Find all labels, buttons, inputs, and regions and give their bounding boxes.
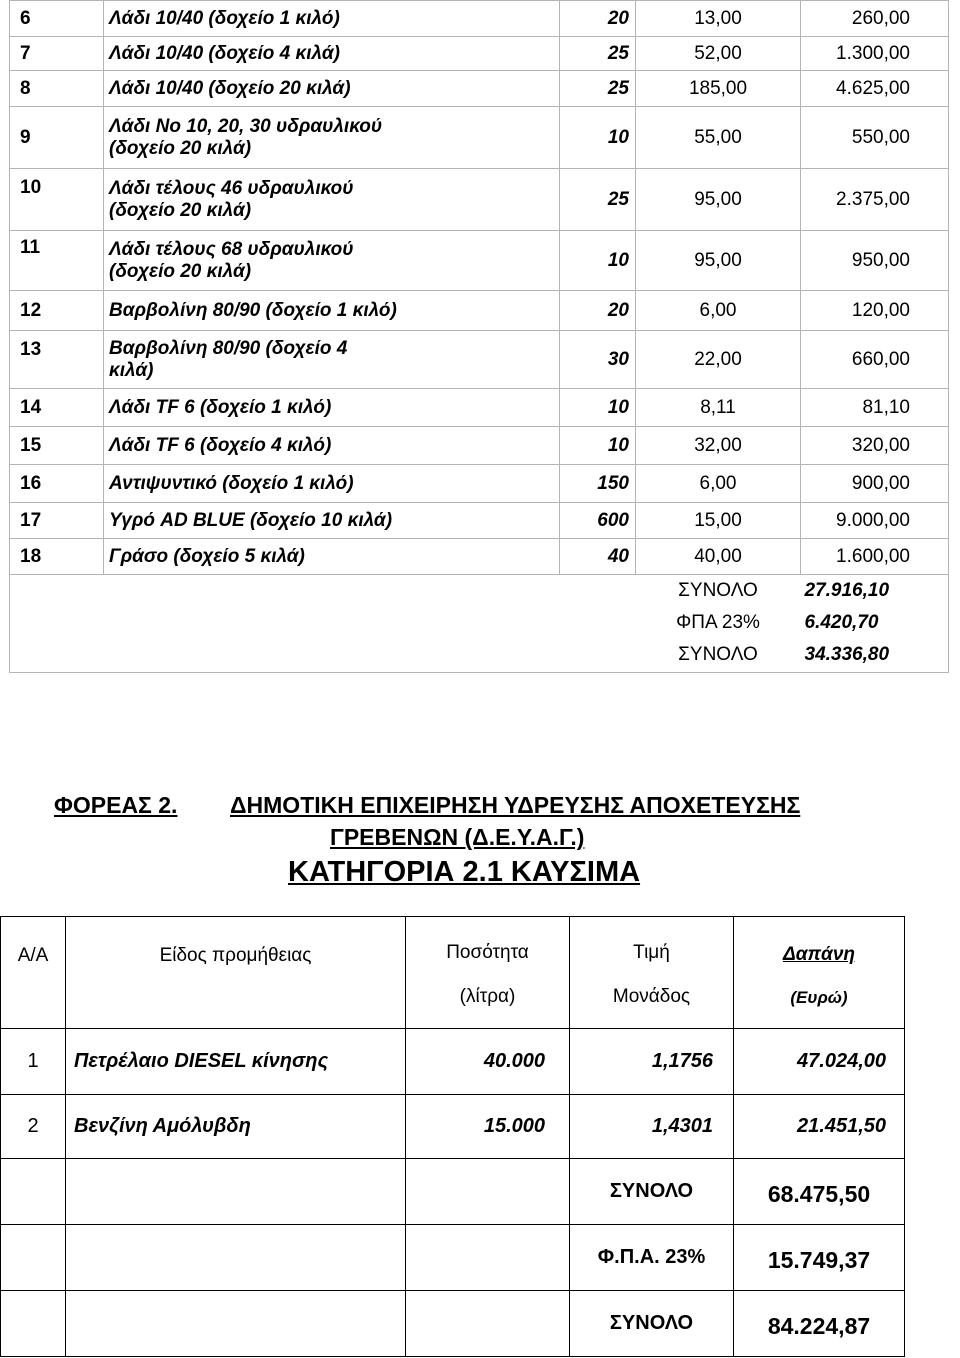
- row-number: 7: [10, 37, 104, 71]
- table-row: [10, 291, 949, 331]
- unit-price: 15,00: [636, 503, 801, 539]
- item-quantity: 25: [560, 37, 636, 71]
- item-name: Αντιψυντικό (δοχείο 1 κιλό): [104, 465, 560, 503]
- item-name-line1: Λάδι τέλους 46 υδραυλικού: [109, 177, 354, 199]
- totals-row: [10, 639, 949, 673]
- item-amount: 550,00: [801, 107, 949, 169]
- header-cost-line2: (Ευρώ): [790, 987, 848, 1007]
- item-amount: 21.451,50: [734, 1095, 905, 1159]
- item-quantity: 10: [560, 107, 636, 169]
- table-row: [10, 465, 949, 503]
- row-number: 12: [10, 291, 104, 331]
- item-name-line2: (δοχείο 20 κιλά): [109, 199, 252, 221]
- table-row: [10, 427, 949, 465]
- table-row: [10, 71, 949, 107]
- item-amount: 1.600,00: [801, 539, 949, 575]
- table-row: [10, 331, 949, 389]
- table-row: [10, 1, 949, 37]
- header-item: [66, 917, 406, 1029]
- unit-price: 40,00: [636, 539, 801, 575]
- table-row: [10, 231, 949, 291]
- row-number: 18: [10, 539, 104, 575]
- unit-price: 8,11: [636, 389, 801, 427]
- item-amount: 260,00: [801, 1, 949, 37]
- header-item-text: Είδος προμήθειας: [159, 944, 312, 966]
- agency-label: ΦΟΡΕΑΣ 2.: [54, 792, 178, 818]
- header-quantity-line2: (λίτρα): [459, 985, 516, 1007]
- item-amount: 2.375,00: [801, 169, 949, 231]
- grand-total-label: ΣΥΝΟΛΟ: [570, 1291, 734, 1357]
- vat-label: ΦΠΑ 23%: [676, 611, 760, 633]
- row-number: 6: [10, 1, 104, 37]
- subtotal-label: ΣΥΝΟΛΟ: [570, 1159, 734, 1225]
- header-unit-price-line1: Τιμή: [633, 941, 670, 963]
- header-unit-price: [570, 917, 734, 1029]
- totals-row: [10, 607, 949, 639]
- unit-price: 6,00: [636, 291, 801, 331]
- grand-total-value: 34.336,80: [801, 639, 949, 673]
- subtotal-value: 68.475,50: [734, 1159, 905, 1225]
- item-name: Λάδι 10/40 (δοχείο 20 κιλά): [104, 71, 560, 107]
- agency-name-line1: ΔΗΜΟΤΙΚΗ ΕΠΙΧΕΙΡΗΣΗ ΥΔΡΕΥΣΗΣ ΑΠΟΧΕΤΕΥΣΗΣ: [230, 792, 801, 818]
- item-quantity: 15.000: [406, 1095, 570, 1159]
- item-name: [104, 107, 560, 169]
- item-amount: 900,00: [801, 465, 949, 503]
- row-number: 17: [10, 503, 104, 539]
- item-name: Λάδι 10/40 (δοχείο 4 κιλά): [104, 37, 560, 71]
- item-name: Πετρέλαιο DIESEL κίνησης: [66, 1029, 406, 1095]
- totals-row: [10, 575, 949, 607]
- item-quantity: 20: [560, 1, 636, 37]
- unit-price: 95,00: [636, 231, 801, 291]
- item-quantity: 25: [560, 71, 636, 107]
- item-quantity: 40: [560, 539, 636, 575]
- row-number: 14: [10, 389, 104, 427]
- vat-value: 6.420,70: [801, 607, 949, 639]
- unit-price: 32,00: [636, 427, 801, 465]
- item-amount: 9.000,00: [801, 503, 949, 539]
- table-row: [10, 169, 949, 231]
- totals-row: [1, 1159, 905, 1225]
- table-row: [10, 539, 949, 575]
- item-quantity: 10: [560, 231, 636, 291]
- unit-price: 6,00: [636, 465, 801, 503]
- item-name-line2: κιλά): [109, 359, 154, 381]
- item-quantity: 600: [560, 503, 636, 539]
- item-amount: 120,00: [801, 291, 949, 331]
- lubricants-table: [9, 0, 949, 673]
- item-amount: 81,10: [801, 389, 949, 427]
- unit-price: 55,00: [636, 107, 801, 169]
- table-row: [10, 389, 949, 427]
- item-amount: 4.625,00: [801, 71, 949, 107]
- row-number: 8: [10, 71, 104, 107]
- item-name: Γράσο (δοχείο 5 κιλά): [104, 539, 560, 575]
- unit-price: 13,00: [636, 1, 801, 37]
- totals-row: [1, 1291, 905, 1357]
- item-amount: 950,00: [801, 231, 949, 291]
- item-quantity: 10: [560, 389, 636, 427]
- item-quantity: 40.000: [406, 1029, 570, 1095]
- header-cost: [734, 917, 905, 1029]
- table-row: [10, 503, 949, 539]
- item-quantity: 10: [560, 427, 636, 465]
- unit-price: 95,00: [636, 169, 801, 231]
- row-number: 1: [1, 1029, 66, 1095]
- item-name-line1: Βαρβολίνη 80/90 (δοχείο 4: [109, 337, 348, 359]
- row-number: 2: [1, 1095, 66, 1159]
- item-name: Βαρβολίνη 80/90 (δοχείο 1 κιλό): [104, 291, 560, 331]
- item-quantity: 30: [560, 331, 636, 389]
- unit-price: 1,1756: [570, 1029, 734, 1095]
- row-number: 16: [10, 465, 104, 503]
- item-name-line1: Λάδι No 10, 20, 30 υδραυλικού: [109, 115, 383, 137]
- unit-price: 52,00: [636, 37, 801, 71]
- row-number: 10: [10, 169, 104, 231]
- row-number: 9: [10, 107, 104, 169]
- item-name: [104, 169, 560, 231]
- item-amount: 320,00: [801, 427, 949, 465]
- grand-total-label: ΣΥΝΟΛΟ: [636, 639, 801, 673]
- table-row: [10, 107, 949, 169]
- grand-total-value: 84.224,87: [734, 1291, 905, 1357]
- agency-name-line2: ΓΡΕΒΕΝΩΝ (Δ.Ε.Υ.Α.Γ.): [330, 824, 585, 850]
- category-title: ΚΑΤΗΓΟΡΙΑ 2.1 ΚΑΥΣΙΜΑ: [288, 856, 641, 888]
- header-quantity: [406, 917, 570, 1029]
- item-amount: 1.300,00: [801, 37, 949, 71]
- item-quantity: 20: [560, 291, 636, 331]
- header-aa: [1, 917, 66, 1029]
- item-name: [104, 331, 560, 389]
- table-row: [10, 37, 949, 71]
- header-aa-text: Α/Α: [17, 944, 49, 966]
- header-cost-line1: Δαπάνη: [782, 943, 856, 965]
- table-row: [1, 1029, 905, 1095]
- item-name: Λάδι TF 6 (δοχείο 4 κιλό): [104, 427, 560, 465]
- unit-price: 22,00: [636, 331, 801, 389]
- header-unit-price-line2: Μονάδος: [612, 985, 691, 1007]
- subtotal-label: ΣΥΝΟΛΟ: [678, 579, 758, 601]
- item-name-line2: (δοχείο 20 κιλά): [109, 137, 252, 159]
- item-name: Λάδι TF 6 (δοχείο 1 κιλό): [104, 389, 560, 427]
- totals-row: [1, 1225, 905, 1291]
- item-name: [104, 231, 560, 291]
- row-number: 15: [10, 427, 104, 465]
- header-quantity-line1: Ποσότητα: [446, 941, 529, 963]
- item-name-line1: Λάδι τέλους 68 υδραυλικού: [109, 238, 354, 260]
- vat-label: Φ.Π.Α. 23%: [570, 1225, 734, 1291]
- item-name-line2: (δοχείο 20 κιλά): [109, 260, 252, 282]
- item-quantity: 25: [560, 169, 636, 231]
- item-quantity: 150: [560, 465, 636, 503]
- item-name: Βενζίνη Αμόλυβδη: [66, 1095, 406, 1159]
- unit-price: 185,00: [636, 71, 801, 107]
- table-header-row: [1, 917, 905, 1029]
- item-amount: 47.024,00: [734, 1029, 905, 1095]
- subtotal-value: 27.916,10: [801, 575, 949, 607]
- item-name: Υγρό AD BLUE (δοχείο 10 κιλά): [104, 503, 560, 539]
- item-amount: 660,00: [801, 331, 949, 389]
- row-number: 11: [10, 231, 104, 291]
- table-row: [1, 1095, 905, 1159]
- row-number: 13: [10, 331, 104, 389]
- item-name: Λάδι 10/40 (δοχείο 1 κιλό): [104, 1, 560, 37]
- fuel-table: [0, 916, 905, 1357]
- unit-price: 1,4301: [570, 1095, 734, 1159]
- vat-value: 15.749,37: [734, 1225, 905, 1291]
